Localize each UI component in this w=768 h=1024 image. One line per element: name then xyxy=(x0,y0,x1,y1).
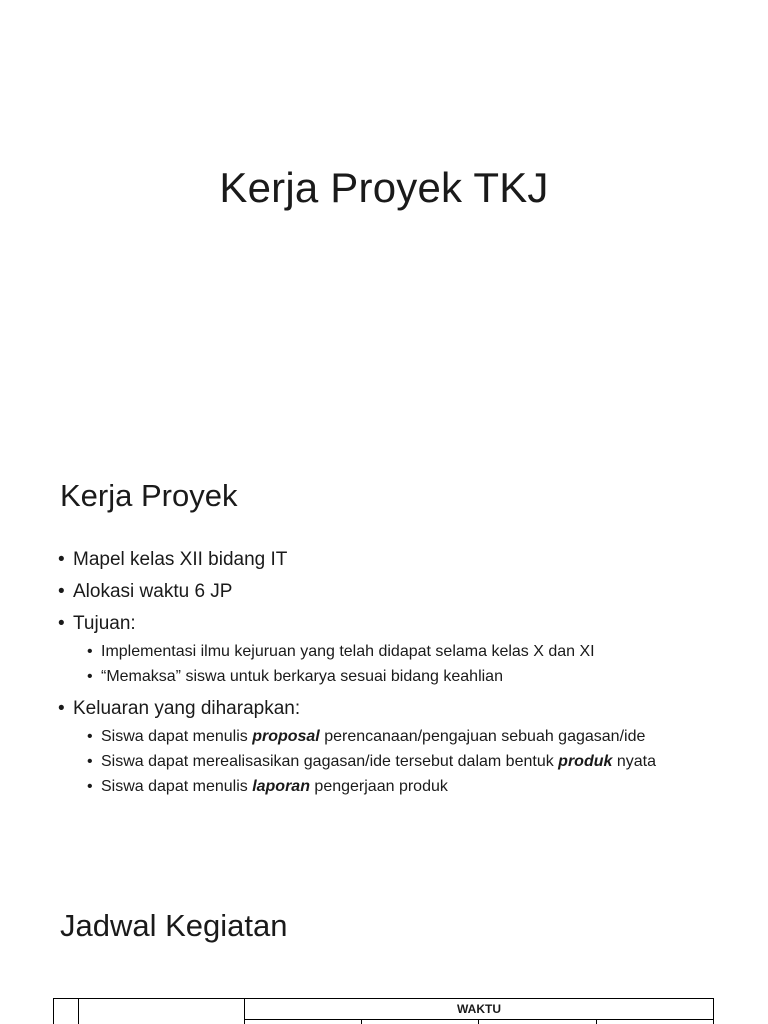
sub-text: Siswa dapat merealisasikan gagasan/ide tersebut dalam bentuk xyxy=(101,753,559,770)
sub-text: Siswa dapat menulis xyxy=(101,728,253,745)
table-cell xyxy=(362,1020,479,1024)
tujuan-sublist xyxy=(73,639,736,689)
sub-list-item-text: “Memaksa” siswa untuk berkarya sesuai bidang keahlian xyxy=(101,668,503,685)
list-item xyxy=(56,612,736,689)
table-cell xyxy=(479,1020,597,1024)
sub-list-item xyxy=(85,724,736,749)
list-item xyxy=(56,697,736,799)
list-item-text: Keluaran yang diharapkan: xyxy=(73,698,301,719)
sub-text: nyata xyxy=(612,753,656,770)
sub-text: pengerjaan produk xyxy=(309,778,448,795)
table-cell xyxy=(79,999,245,1024)
kerja-proyek-heading: Kerja Proyek xyxy=(60,478,238,513)
sub-list-item xyxy=(85,749,736,774)
table-cell xyxy=(245,1020,362,1024)
table-cell xyxy=(54,999,79,1024)
list-item-text: Mapel kelas XII bidang IT xyxy=(73,549,288,570)
waktu-header-cell: WAKTU xyxy=(245,999,714,1020)
emphasis-text: laporan xyxy=(252,778,310,795)
table-row xyxy=(54,999,714,1020)
schedule-table xyxy=(53,998,714,1024)
sub-text: Siswa dapat menulis xyxy=(101,778,253,795)
sub-list-item xyxy=(85,774,736,799)
sub-list-item xyxy=(85,664,736,689)
kerja-proyek-list xyxy=(56,548,736,807)
slide-title: Kerja Proyek TKJ xyxy=(219,164,549,211)
table-cell xyxy=(597,1020,714,1024)
list-item-text: Tujuan: xyxy=(73,613,136,634)
list-item xyxy=(56,548,736,572)
list-item-text: Alokasi waktu 6 JP xyxy=(73,581,233,602)
emphasis-text: proposal xyxy=(252,728,320,745)
sub-list-item-text: Implementasi ilmu kejuruan yang telah didapat selama kelas X dan XI xyxy=(101,643,595,660)
list-item xyxy=(56,580,736,604)
jadwal-kegiatan-heading: Jadwal Kegiatan xyxy=(60,908,288,943)
keluaran-sublist xyxy=(73,724,736,799)
sub-text: perencanaan/pengajuan sebuah gagasan/ide xyxy=(319,728,646,745)
sub-list-item xyxy=(85,639,736,664)
emphasis-text: produk xyxy=(558,753,613,770)
